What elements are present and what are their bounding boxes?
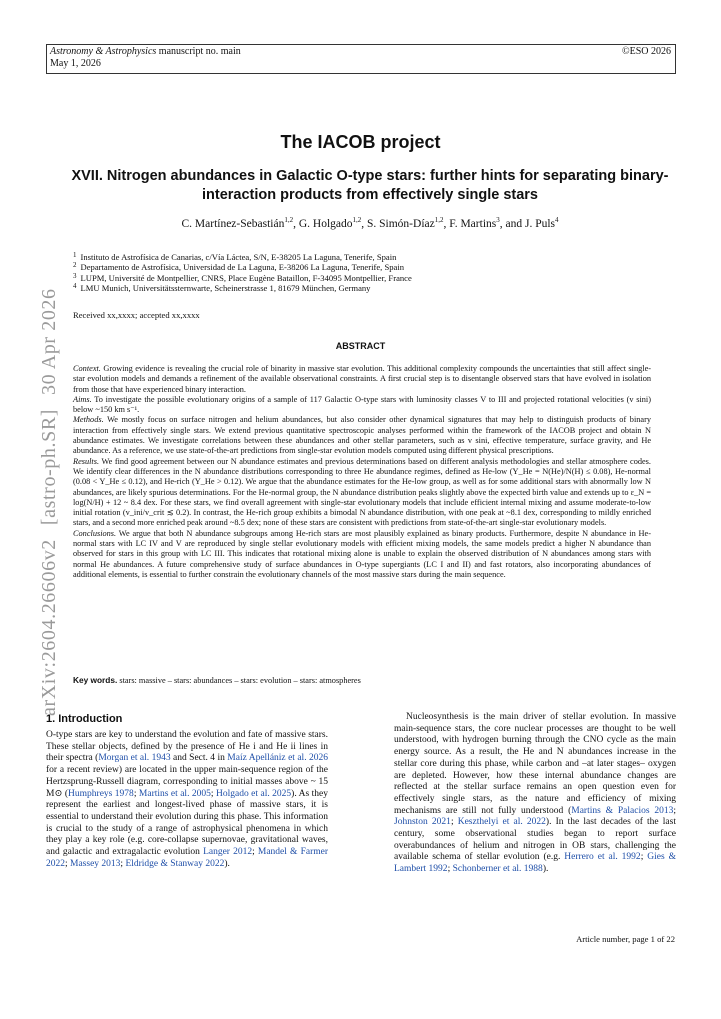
affiliation-text: LUPM, Université de Montpellier, CNRS, Place Eugène Bataillon, F-34095 Montpellier, France bbox=[80, 272, 412, 283]
affiliation-number: 4 bbox=[73, 282, 77, 291]
author-separator: , bbox=[443, 218, 450, 230]
abstract-methods: Methods. We mostly focus on surface nitrogen and helium abundances, but also consider other dynamical signatures that may help to distinguish products of binary interaction from effectively single stars. We extend previous quantitative spectroscopic analyses performed within the framework of the IACOB project and obtain N abundance estimates. We investigate correlations between these abundances and other stellar parameters, such as v sini, effective temperature, surface gravity, and He abundance. As a reference, we use state-of-the-art predictions from single-star evolution models computed using different physical prescriptions. bbox=[73, 415, 651, 456]
affiliation bbox=[73, 252, 412, 262]
affiliation-text: LMU Munich, Universitätssternwarte, Scheinerstrasse 1, 81679 München, Germany bbox=[80, 283, 371, 294]
intro-paragraph-1 bbox=[46, 730, 328, 870]
arxiv-date: 30 Apr 2026 bbox=[38, 288, 60, 395]
body-text: ; bbox=[450, 817, 458, 828]
affiliations bbox=[73, 252, 412, 294]
citation-link[interactable]: Johnston 2021 bbox=[394, 817, 451, 828]
citation-link[interactable]: Mandel & Farmer 2022 bbox=[46, 847, 329, 869]
body-text: ; bbox=[640, 852, 648, 863]
affiliation-number: 2 bbox=[73, 261, 77, 270]
citation-link[interactable]: Martins et al. 2005 bbox=[138, 788, 211, 799]
body-text: O-type stars are key to understand the evolution and fate of massive stars. These stellar objects, defined by the presence of He i and He ii lines in their spectra ( bbox=[46, 730, 328, 764]
received-line: Received xx,xxxx; accepted xx,xxxx bbox=[73, 310, 200, 320]
abstract-heading: ABSTRACT bbox=[335, 341, 386, 351]
citation-link[interactable]: Gies & Lambert 1992 bbox=[394, 852, 677, 875]
journal-name: Astronomy & Astrophysics bbox=[50, 46, 157, 57]
body-text: ; bbox=[133, 788, 139, 799]
citation-link[interactable]: Holgado et al. 2025 bbox=[216, 788, 292, 799]
body-text: ). bbox=[224, 858, 230, 869]
author-affiliation-mark: 4 bbox=[555, 216, 559, 224]
citation-link[interactable]: Humphreys 1978 bbox=[68, 788, 134, 799]
body-text: for a recent review) are located in the upper main-sequence region of the Hertzsprung-Russell diagram, corresponding to initial masses above ~ 15 M⊙ ( bbox=[46, 765, 328, 799]
author-separator: , and bbox=[499, 218, 525, 230]
citation-link[interactable]: Eldridge & Stanway 2022 bbox=[125, 858, 225, 869]
author-name: G. Holgado bbox=[298, 218, 353, 230]
section-heading: 1. Introduction bbox=[46, 713, 123, 725]
author-list bbox=[60, 218, 680, 230]
header-date: May 1, 2026 bbox=[50, 58, 101, 69]
abstract-conclusions: Conclusions. We argue that both N abundance subgroups among He-rich stars are most plausibly explained as binary products. Furthermore, despite N abundance in He-normal stars with LC IV and V are reproduced by single stellar evolutionary models with efficient mixing models, the same models predict a higher N abundance than observed for stars in this group with LC III. This indicates that rotational mixing alone is unable to explain the observed distribution of N abundances among stars with normal He abundances. A future comprehensive study of surface abundances in O-type supergiants (LC I and II) and fast rotators, also incorporating abundances of additional elements, is essential to further constrain the evolutionary channels of the most massive stars during the main sequence. bbox=[73, 528, 651, 579]
page-footer: Article number, page 1 of 22 bbox=[576, 934, 675, 944]
author-name: J. Puls bbox=[524, 218, 556, 230]
citation-link[interactable]: Massey 2013 bbox=[70, 858, 121, 869]
affiliation-number: 3 bbox=[73, 271, 77, 280]
citation-link[interactable]: Morgan et al. 1943 bbox=[98, 753, 171, 764]
left-column bbox=[46, 730, 328, 870]
keywords: Key words. stars: massive – stars: abundances – stars: evolution – stars: atmospheres bbox=[73, 675, 361, 685]
paper-title: The IACOB project bbox=[280, 132, 441, 152]
citation-link[interactable]: Schonberner et al. 1988 bbox=[452, 864, 543, 875]
body-text: ). In the last decades of the last century, some observational studies began to report surface overabundances of helium and nitrogen in OB stars, challenging the available schema of stellar evolution (e.g. bbox=[394, 817, 676, 863]
author-separator: , bbox=[361, 218, 367, 230]
body-text: Nucleosynthesis is the main driver of stellar evolution. In massive main-sequence stars, the core nuclear processes are thought to be well understood, with hydrogen burning through the CNO cycle as the main energy source. As a result, the He and N abundances increase in the stellar core during this phase, while carbon and –at later stages– oxygen are depleted. However, how these internal abundance changes are reflected at the stellar surface remains an open question even for effectively single stars, as the nature and efficiency of mixing mechanisms are still not fully understood ( bbox=[394, 712, 676, 816]
affiliation bbox=[73, 262, 412, 272]
citation-link[interactable]: Maíz Apellániz et al. 2026 bbox=[227, 753, 328, 764]
body-text: ; bbox=[447, 864, 453, 875]
body-text: ; bbox=[120, 858, 126, 869]
body-text: ). As they represent the earliest and longest-lived phase of massive stars, it is essential to understand their evolution during this phase. This information is crucial to the study of a range of astrophysical phenomena in which they play a key role (e.g. core-collapse supernovae, gravitational waves, and galactic and extragalactic evolution bbox=[46, 788, 329, 858]
body-text: ; bbox=[252, 847, 258, 858]
arxiv-sidebar bbox=[38, 256, 61, 716]
intro-paragraph-2 bbox=[394, 712, 676, 876]
author-name: C. Martínez-Sebastián bbox=[181, 218, 285, 230]
citation-link[interactable]: Martins & Palacios 2013 bbox=[571, 805, 674, 816]
citation-link[interactable]: Herrero et al. 1992 bbox=[564, 852, 641, 863]
citation-link[interactable]: Langer 2012 bbox=[203, 847, 253, 858]
author-affiliation-mark: 1,2 bbox=[434, 216, 444, 224]
author-affiliation-mark: 1,2 bbox=[352, 216, 362, 224]
affiliation-text: Departamento de Astrofísica, Universidad de La Laguna, E-38206 La Laguna, Tenerife, Spain bbox=[80, 262, 405, 273]
abstract-context: Context. Growing evidence is revealing the crucial role of binarity in massive star evolution. This additional complexity compounds the uncertainties that still affect single-star evolution models and demands a refinement of the available observational constraints. A first crucial step is to disentangle observed stars that have evolved in isolation from those that have experienced binary interaction. bbox=[73, 364, 652, 394]
author-separator: , bbox=[293, 218, 299, 230]
citation-link[interactable]: Keszthelyi et al. 2022 bbox=[457, 817, 546, 828]
body-text: ; bbox=[65, 858, 71, 869]
affiliation bbox=[73, 273, 412, 283]
arxiv-id: arXiv:2604.26606v2 bbox=[38, 539, 60, 716]
abstract-aims: Aims. To investigate the possible evolutionary origins of a sample of 117 Galactic O-type stars with luminosity classes V to III and projected rotational velocities (v sini) below ~150 km s⁻¹. bbox=[73, 394, 651, 415]
body-text: ; bbox=[673, 805, 676, 816]
running-header bbox=[46, 44, 676, 74]
body-text: and Sect. 4 in bbox=[170, 753, 228, 764]
paper-subtitle: XVII. Nitrogen abundances in Galactic O-type stars: further hints for separating binary-interaction products from effectively single stars bbox=[71, 168, 669, 203]
author-name: S. Simón-Díaz bbox=[367, 218, 435, 230]
arxiv-category: [astro-ph.SR] bbox=[38, 408, 60, 526]
author-affiliation-mark: 3 bbox=[496, 216, 500, 224]
copyright: ©ESO 2026 bbox=[622, 46, 671, 57]
body-text: ). bbox=[542, 864, 549, 875]
abstract bbox=[73, 364, 651, 580]
affiliation-text: Instituto de Astrofísica de Canarias, c/Vía Láctea, S/N, E-38205 La Laguna, Tenerife, Spain bbox=[80, 252, 397, 262]
author-name: F. Martins bbox=[449, 218, 497, 230]
body-text: ; bbox=[210, 788, 216, 799]
right-column bbox=[394, 712, 676, 876]
manuscript-id: manuscript no. main bbox=[158, 46, 241, 57]
abstract-results: Results. We find good agreement between our N abundance estimates and previous determinations based on different analysis methodologies and stellar atmosphere codes. We identify clear differences in the N abundance distributions corresponding to three He abundance regimes, defined as He-low (Y_He = N(He)/N(H) ≤ 0.08), He-normal (0.08 < Y_He ≤ 0.12), and He-rich (Y_He > 0.12). We argue that the abundance estimates for the He-low group, as well as for some additional stars with abnormally low N abundances, are likely spurious determinations. For the He-normal group, the N abundance distribution peaks slightly above the expected birth value and extends up to ε_N = log(N/H) + 12 ~ 8.4 dex. For these stars, we find overall agreement with single-star evolutionary models that include efficient internal mixing and assume moderate-to-low initial rotation (v_ini/v_crit ≲ 0.2). In contrast, the He-rich group exhibits a bimodal N abundance distribution, with one peak at ~8.1 dex, corresponding to mildly enriched stars, and a second more enriched peak around ~8.5 dex; none of these stars are consistent with predictions from state-of-the-art single-star evolutionary models. bbox=[73, 456, 651, 528]
affiliation-number: 1 bbox=[73, 251, 77, 259]
affiliation bbox=[73, 283, 412, 293]
author-affiliation-mark: 1,2 bbox=[284, 216, 294, 224]
